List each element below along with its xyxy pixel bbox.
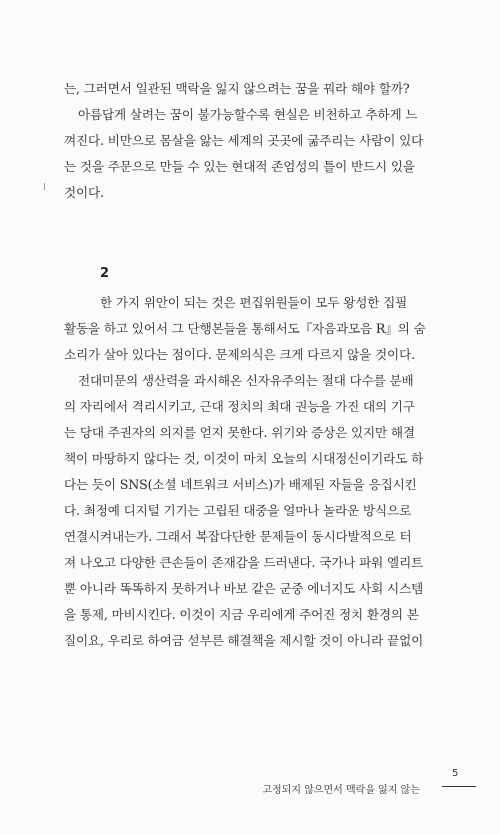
text-line: 의 자리에서 격리시키고, 근대 정치의 최대 권능을 가진 대의 기구 <box>64 399 415 414</box>
text-line: 한 가지 위안이 되는 것은 편집위원들이 모두 왕성한 집필 <box>100 295 408 310</box>
text-block-bottom <box>64 290 436 654</box>
text-line: 질이요, 우리로 하여금 섣부른 해결책을 제시할 것이 아니라 끝없이 <box>64 633 424 648</box>
text-line: 다는 듯이 SNS(소셜 네트워크 서비스)가 배제된 자들을 응집시킨 <box>64 477 417 492</box>
text-line: 을 통제, 마비시킨다. 이것이 지금 우리에게 주어진 정치 환경의 본 <box>64 607 419 622</box>
text-line: 는, 그러면서 일관된 맥락을 잃지 않으려는 꿈을 꿔라 해야 할까? <box>64 81 410 96</box>
text-line: 연결시켜내는가. 그래서 복잡다단한 문제들이 동시다발적으로 터 <box>64 529 412 544</box>
text-line: 뿐 아니라 똑똑하지 못하거나 바보 같은 군중 에너지도 사회 시스템 <box>64 581 424 596</box>
running-title: 고정되지 않으면서 맥락을 잃지 않는 <box>262 785 420 796</box>
text-line: 껴진다. 비만으로 몸살을 앓는 세계의 곳곳에 굶주리는 사람이 있다 <box>64 133 424 148</box>
page-number: 5 <box>452 768 459 779</box>
text-line: 는 당대 주권자의 의지를 얻지 못한다. 위기와 증상은 있지만 해결 <box>64 425 415 440</box>
section-number: 2 <box>100 266 110 281</box>
text-line: 소리가 살아 있다는 점이다. 문제의식은 크게 다르지 않을 것이다. <box>64 347 415 362</box>
text-block-top <box>64 76 436 206</box>
text-line: 책이 마땅하지 않다는 것, 이것이 마치 오늘의 시대정신이기라도 하 <box>64 451 424 466</box>
text-line: 져 나오고 다양한 큰손들이 존재감을 드러낸다. 국가나 파워 엘리트 <box>64 555 424 570</box>
text-line: 아름답게 살려는 꿈이 불가능할수록 현실은 비천하고 추하게 느 <box>78 107 418 122</box>
text-line: 활동을 하고 있어서 그 단행본들을 통해서도『자음과모음 R』의 숨 <box>64 321 426 336</box>
text-line: 전대미문의 생산력을 과시해온 신자유주의는 절대 다수를 분배 <box>78 373 414 388</box>
footer-rule <box>442 786 476 787</box>
text-line: 것이다. <box>64 185 104 200</box>
margin-mark <box>44 183 45 190</box>
text-line: 다. 최정예 디지털 기기는 고립된 대중을 얼마나 놀라운 방식으로 <box>64 503 412 518</box>
text-line: 는 것을 주문으로 만들 수 있는 현대적 존엄성의 틀이 반드시 있을 <box>64 159 415 174</box>
